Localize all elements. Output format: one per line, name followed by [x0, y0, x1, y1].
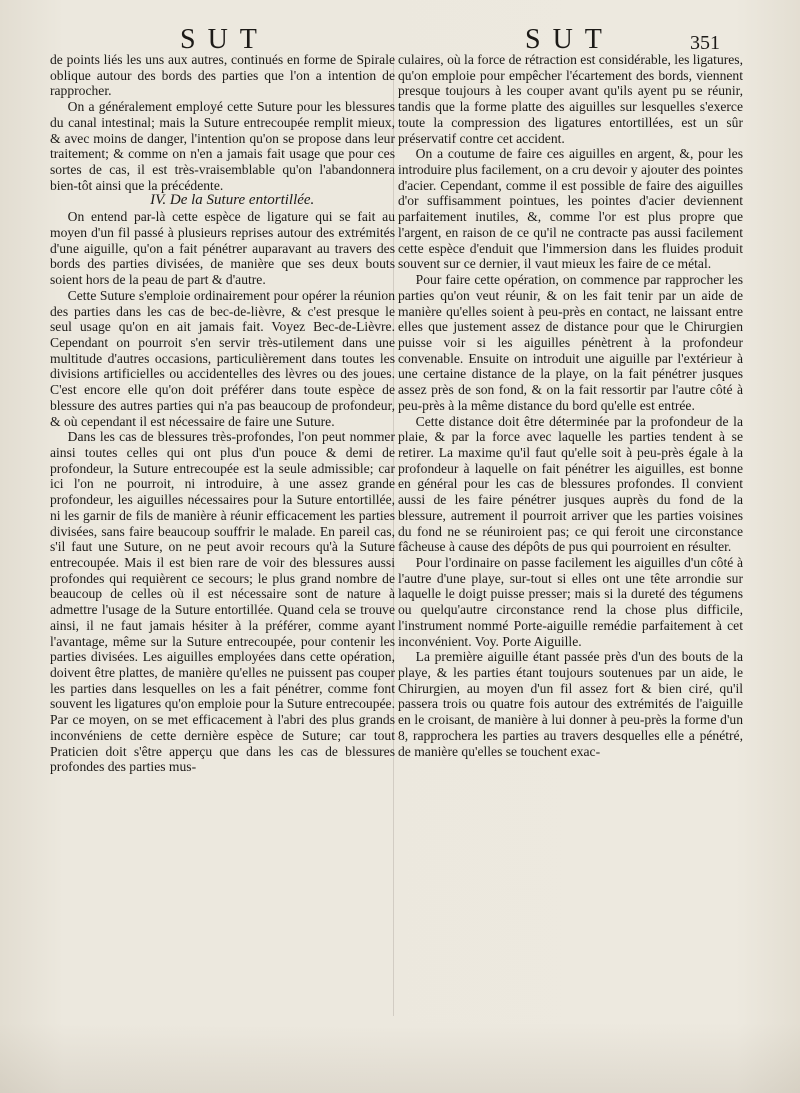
paragraph: On a généralement employé cette Suture pour les blessures du canal intestinal; mais la Suture entrecoupée remplit mieux, & avec moins de danger, l'intention qu'on se propose dans leur traitement; & comme on n'en a jamais fait usage que pour ces sortes de cas, il est très-vraisemblable qu'on l'abandonnera bien-tôt ainsi que la précédente. — [50, 99, 395, 193]
paragraph: Pour l'ordinaire on passe facilement les aiguilles d'un côté à l'autre d'une playe, sur-tout si elles ont une tête arrondie sur laquelle le doigt puisse presser; mais si la dureté des tégumens ou quelqu'autre circonstance rend la chose plus difficile, l'instrument nommé Porte-aiguille remédie parfaitement à cet inconvénient. Voy. Porte Aiguille. — [398, 555, 743, 649]
paragraph: On a coutume de faire ces aiguilles en argent, &, pour les introduire plus facilement, on a cru devoir y ajouter des pointes d'acier. Cependant, comme il est possible de faire des aiguilles d'or suffisamment pointues, les pointes d'acier deviennent parfaitement inutiles, &, comme l'or est plus propre que l'argent, en raison de ce qu'il ne contracte pas aussi facilement cette espèce d'enduit que l'immersion dans les fluides produit souvent sur ce dernier, il vaut mieux les faire de ce métal. — [398, 146, 743, 272]
running-head-left: SUT — [180, 24, 269, 55]
left-column — [50, 52, 395, 775]
paragraph: Dans les cas de blessures très-profondes, l'on peut nommer ainsi toutes celles qui ont plus d'un pouce & demi de profondeur, la Suture entrecoupée est la seule admissible; car ici l'on ne pourroit, ni introduire, à une assez grande profondeur, les aiguilles nécessaires pour la Suture entortillée, ni les garnir de fils de manière à réunir efficacement les parties divisées, sans faire beaucoup souffrir le malade. En pareil cas, s'il faut une Suture, on ne peut avoir recours qu'à la Suture entrecoupée. Mais il est bien rare de voir des blessures aussi profondes qui requièrent ce secours; le plus grand nombre de beaucoup de celles où il est nécessaire sont de nature à admettre l'usage de la Suture entortillée. Quand cela se trouve ainsi, il ne faut jamais hésiter à la préférer, comme ayant l'avantage, même sur la Suture entrecoupée, pour contenir les parties divisées. Les aiguilles employées dans cette opération, doivent être plattes, de manière qu'elles ne puissent pas couper les parties dans lesquelles on les a fait pénétrer, comme font souvent les ligatures qu'on emploie pour la Suture entrecoupée. Par ce moyen, on se met efficacement à l'abri des plus grands inconvéniens de cette dernière espèce de Suture; car tout Praticien doit s'être apperçu que dans les cas de blessures profondes des parties mus- — [50, 429, 395, 775]
paragraph: Pour faire cette opération, on commence par rapprocher les parties qu'on veut réunir, & on les fait tenir par un aide de manière qu'elles soient à peu-près en contact, ne laissant entre elles que justement assez de distance pour que le Chirurgien puisse voir si les aiguilles pénètrent à la profondeur convenable. Ensuite on introduit une aiguille par l'extérieur à une certaine distance de la playe, on la fait pénétrer jusques assez près de son fond, & on la fait ressortir par l'autre côté à peu-près à la même distance du bord qu'elle est entrée. — [398, 272, 743, 413]
page-shadow — [0, 1023, 800, 1093]
page-number: 351 — [690, 32, 720, 54]
paragraph: La première aiguille étant passée près d'un des bouts de la playe, & les parties étant toujours soutenues par un aide, le Chirurgien, au moyen d'un fil assez fort & bien ciré, qu'il passera trois ou quatre fois autour des extrémités de l'aiguille en le croisant, de manière à lui donner à peu-près la forme d'un 8, rapprochera les parties au travers desquelles elle a pénétré, de manière qu'elles se touchent exac- — [398, 649, 743, 759]
paragraph: culaires, où la force de rétraction est considérable, les ligatures, qu'on emploie pour empêcher l'écartement des bords, viennent presque toujours à les couper avant qu'ils ayent pu se réunir, tandis que la forme platte des aiguilles sur lesquelles s'exerce toute la compression des ligatures entortillées, est un sûr préservatif contre cet accident. — [398, 52, 743, 146]
paragraph: On entend par-là cette espèce de ligature qui se fait au moyen d'un fil passé à plusieurs reprises autour des extrémités d'une aiguille, qu'on a fait pénétrer auparavant au travers des bords des parties divisées, de manière que ses deux bouts soient hors de la peau de part & d'autre. — [50, 209, 395, 288]
section-heading: IV. De la Suture entortillée. — [150, 192, 315, 209]
right-column — [398, 52, 743, 759]
paragraph: Cette Suture s'emploie ordinairement pour opérer la réunion des parties dans les cas de bec-de-lièvre, & c'est presque le seul usage qu'on en ait jamais fait. Voyez Bec-de-Lièvre. Cependant on pourroit s'en servir très-utilement dans une multitude d'autres occasions, particulièrement dans toutes les divisions artificielles ou accidentelles des lèvres ou des joues. C'est encore elle qu'on doit préférer dans toute espèce de blessure des autres parties qui n'a pas beaucoup de profondeur, & où cependant il est nécessaire de faire une Suture. — [50, 287, 395, 429]
paragraph: Cette distance doit être déterminée par la profondeur de la plaie, & par la force avec laquelle les parties tendent à se retirer. La maxime qu'il faut qu'elle soit à peu-près égale à la profondeur à laquelle on fait pénétrer les aiguilles, est bonne en général pour les cas de blessures profondes. Il convient aussi de les faire pénétrer jusques auprès du fond de la blessure, autrement il pourroit arriver que les parties voisines du fond ne se réuniroient pas; ce qui feroit une circonstance fâcheuse à cause des dépôts de pus qui pourroient en résulter. — [398, 413, 743, 555]
paragraph: de points liés les uns aux autres, continués en forme de Spirale oblique autour des bords des parties que l'on a intention de rapprocher. — [50, 52, 395, 99]
running-head-right: SUT — [525, 24, 614, 55]
